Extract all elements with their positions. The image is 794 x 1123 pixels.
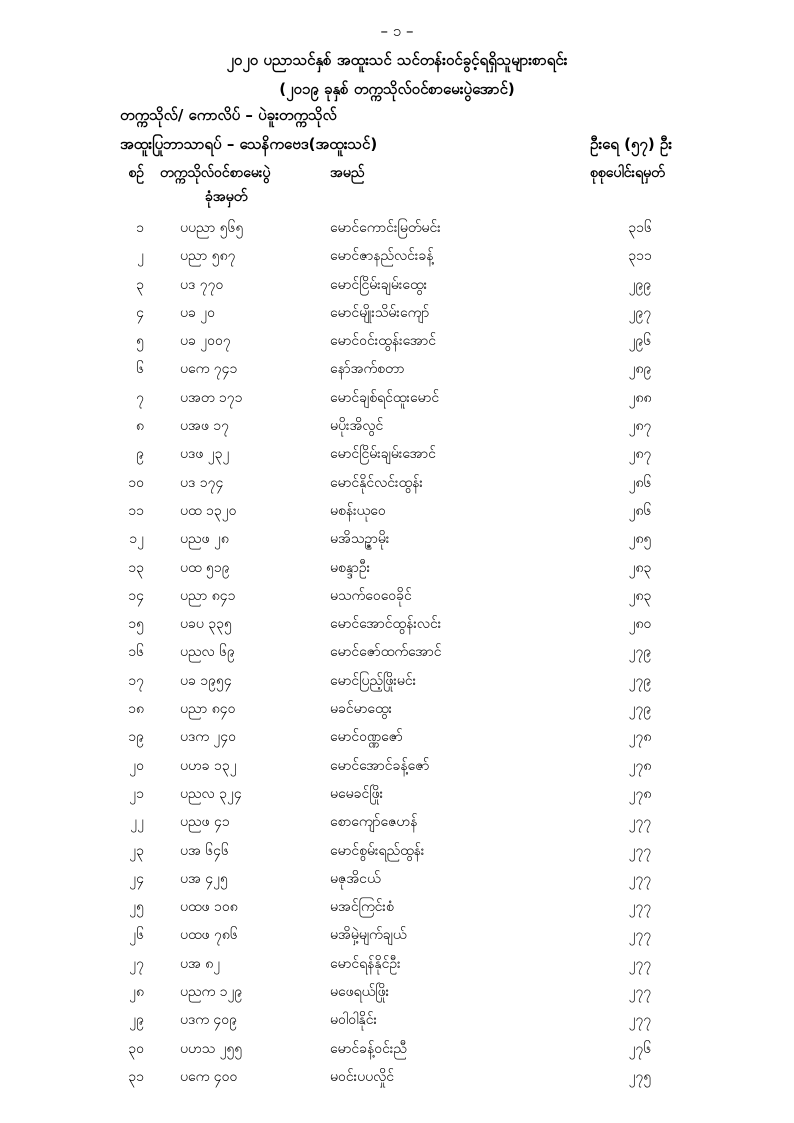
row-name: မောင်နိုင်လင်းထွန်း	[330, 474, 423, 491]
row-marks: ၂၇၈	[628, 785, 652, 802]
row-marks: ၂၇၈	[628, 757, 652, 774]
table-row	[0, 978, 794, 1006]
row-number: ၂၈	[129, 984, 144, 1001]
row-name: စောကျော်ဇေဟန်	[330, 814, 418, 831]
row-name: မောင်ငြိမ်းချမ်းထွေး	[330, 276, 428, 293]
table-row	[0, 1006, 794, 1034]
row-name: မောင်ဇာနည်လင်းခန့်	[330, 248, 434, 265]
row-marks: ၂၈၀	[628, 616, 652, 633]
row-number: ၂၆	[129, 927, 144, 944]
row-marks: ၂၇၇	[628, 899, 652, 916]
row-number: ၅	[136, 333, 144, 350]
row-number: ၁၃	[128, 559, 144, 576]
row-marks: ၂၈၆	[628, 474, 652, 491]
row-name: မအိမှဲ့မျက်ချယ်	[330, 927, 407, 944]
row-roll-number: ပဒက ၂၄၀	[180, 729, 237, 746]
row-marks: ၂၈၇	[628, 446, 652, 463]
university-label: တက္ကသိုလ်/ ကောလိပ် – ပဲခူးတက္ကသိုလ်	[120, 106, 337, 124]
row-number: ၁၆	[128, 644, 144, 661]
table-row	[0, 893, 794, 921]
table-row	[0, 355, 794, 383]
row-number: ၂၃	[129, 842, 144, 859]
row-number: ၁၈	[128, 701, 144, 718]
row-name: မစန္ဒာဦး	[330, 559, 371, 576]
row-name: မောင်ကောင်းမြတ်မင်း	[330, 220, 441, 236]
row-roll-number: ပခ ၂၀	[180, 304, 216, 321]
row-marks: ၂၇၆	[628, 1040, 652, 1057]
table-row	[0, 921, 794, 949]
row-marks: ၂၇၇	[628, 1012, 652, 1029]
row-roll-number: ပညာ ၅၈၇	[180, 248, 236, 265]
row-roll-number: ပထ ၅၁၉	[180, 559, 230, 576]
row-number: ၁၅	[128, 616, 144, 633]
row-marks: ၂၈၆	[628, 502, 652, 519]
table-row	[0, 412, 794, 440]
table-row	[0, 1035, 794, 1063]
table-row	[0, 242, 794, 270]
table-row	[0, 440, 794, 468]
row-name: မောင်ချစ်ရင်ထူးမောင်	[330, 389, 440, 406]
row-number: ၂၄	[129, 870, 144, 887]
row-roll-number: ပအ ၄၂၅	[180, 870, 228, 887]
table-row	[0, 582, 794, 610]
row-roll-number: ပညဖ ၄၁	[180, 814, 230, 831]
row-name: မသက်ဝေဝေခိုင်	[330, 587, 412, 604]
header-roll: တက္ကသိုလ်ဝင်စာမေးပွဲ	[160, 165, 271, 181]
row-name: မဝါဝါနိုင်း	[330, 1012, 378, 1029]
table-row	[0, 695, 794, 723]
row-marks: ၂၈၉	[628, 361, 652, 378]
row-number: ၁၂	[129, 531, 144, 548]
row-number: ၁၉	[128, 729, 144, 746]
row-number: ၉	[136, 446, 144, 463]
row-name: မောင်ဝဏ္ဏဇော်	[330, 729, 403, 746]
row-name: မအင်ကြင်းစံ	[330, 899, 394, 916]
row-roll-number: ပဒဖ ၂၃၂	[180, 446, 230, 463]
table-row	[0, 610, 794, 638]
row-name: မခင်မာထွေး	[330, 701, 393, 718]
row-roll-number: ပထဖ ၇၈၆	[180, 927, 238, 944]
row-marks: ၂၉၆	[628, 333, 652, 350]
row-name: မမေခင်ဖြိုး	[330, 785, 384, 802]
row-name: မပိုးအိလွင်	[330, 418, 384, 435]
row-roll-number: ပအတ ၁၇၁	[180, 389, 243, 406]
row-marks: ၂၇၇	[628, 927, 652, 944]
page-number: – ၁ –	[380, 22, 414, 40]
row-roll-number: ပအ ၆၄၆	[180, 842, 229, 859]
table-row	[0, 950, 794, 978]
document-title: ၂၀၂၀ ပညာသင်နှစ် အထူးသင် သင်တန်းဝင်ခွင့်ရရှိသူများစာရင်း	[226, 51, 568, 69]
row-roll-number: ပဟသ ၂၅၅	[180, 1040, 243, 1057]
header-roll-line2: ခုံအမှတ်	[205, 189, 248, 205]
row-name: မစန်းယုဝေ	[330, 502, 386, 519]
row-number: ၁	[136, 220, 144, 236]
row-number: ၁၇	[128, 672, 144, 689]
row-roll-number: ပညက ၁၂၉	[180, 984, 243, 1001]
row-roll-number: ပအ ၈၂	[180, 955, 221, 972]
row-number: ၂၅	[129, 899, 144, 916]
row-number: ၂၀	[129, 757, 144, 774]
table-row	[0, 469, 794, 497]
row-name: မောင်အောင်ခန့်ဇော်	[330, 757, 430, 774]
row-name: မောင်ရန်နိုင်ဦး	[330, 955, 401, 972]
row-marks: ၂၇၇	[628, 955, 652, 972]
row-number: ၈	[136, 418, 144, 435]
row-roll-number: ပဟခ ၁၃၂	[180, 757, 237, 774]
row-number: ၃၀	[128, 1040, 144, 1057]
row-name: မဖေရယ်ဖြိုး	[330, 984, 390, 1001]
row-roll-number: ပညလ ၆၉	[180, 644, 235, 661]
row-roll-number: ပညာ ၈၄၁	[180, 587, 236, 604]
row-roll-number: ပကေ ၇၄၁	[180, 361, 238, 378]
table-row	[0, 865, 794, 893]
row-marks: ၂၈၅	[628, 531, 652, 548]
total-count: ဦးရေ (၅၇) ဦး	[590, 135, 673, 153]
row-marks: ၃၁၁	[628, 248, 652, 265]
row-name: မအိသဥ္ဇာမိုး	[330, 531, 390, 548]
row-roll-number: ပခပ ၃၃၅	[180, 616, 232, 633]
row-roll-number: ပခ ၁၉၅၄	[180, 672, 232, 689]
row-number: ၂၉	[129, 1012, 144, 1029]
row-number: ၆	[136, 361, 144, 378]
row-roll-number: ပပညာ ၅၆၅	[180, 220, 244, 236]
table-row	[0, 327, 794, 355]
row-marks: ၂၇၉	[628, 672, 652, 689]
row-number: ၂၇	[129, 955, 144, 972]
table-row	[0, 497, 794, 525]
table-row	[0, 752, 794, 780]
row-roll-number: ပဒ ၁၇၄	[180, 474, 224, 491]
row-name: မဇုအိငယ်	[330, 870, 381, 887]
row-roll-number: ပဒ ၇၇၀	[180, 276, 224, 293]
header-no: စဉ်	[128, 165, 144, 181]
row-marks: ၂၇၇	[628, 842, 652, 859]
row-marks: ၂၇၉	[628, 701, 652, 718]
row-name: မောင်ပြည့်ဖြိုးမင်း	[330, 672, 417, 689]
row-marks: ၂၈၃	[628, 559, 652, 576]
row-roll-number: ပထဖ ၁၀၈	[180, 899, 238, 916]
table-row	[0, 525, 794, 553]
table-row	[0, 638, 794, 666]
row-marks: ၂၇၇	[628, 984, 652, 1001]
row-roll-number: ပညဖ ၂၈	[180, 531, 229, 548]
row-marks: ၂၈၇	[628, 418, 652, 435]
row-roll-number: ပထ ၁၃၂၀	[180, 502, 237, 519]
document-subtitle: (၂၀၁၉ ခုနှစ် တက္ကသိုလ်ဝင်စာမေးပွဲအောင်)	[279, 80, 515, 98]
row-number: ၂၂	[130, 814, 144, 831]
row-name: မောင်ငြိမ်းချမ်းအောင်	[330, 446, 436, 463]
row-marks: ၂၈၈	[628, 389, 652, 406]
row-roll-number: ပဒက ၄၀၉	[180, 1012, 238, 1029]
row-roll-number: ပညာ ၈၄၀	[180, 701, 236, 718]
table-row	[0, 837, 794, 865]
row-number: ၄	[136, 304, 144, 321]
row-name: မောင်ခန့်ဝင်းညီ	[330, 1040, 407, 1057]
header-name: အမည်	[330, 165, 365, 181]
row-number: ၁၁	[128, 502, 144, 519]
row-marks: ၂၇၉	[628, 644, 652, 661]
results-table	[0, 214, 794, 1091]
row-marks: ၂၇၈	[628, 729, 652, 746]
row-name: နော်အက်စတာ	[330, 361, 405, 378]
row-roll-number: ပအဖ ၁၇	[180, 418, 230, 435]
header-marks: စုစုပေါင်းရမှတ်	[590, 165, 665, 181]
row-marks: ၂၉၇	[628, 304, 652, 321]
table-row	[0, 384, 794, 412]
row-number: ၃၁	[128, 1068, 144, 1085]
row-marks: ၂၇၇	[628, 870, 652, 887]
table-row	[0, 1063, 794, 1091]
row-name: မဝင်းပပလှိုင်	[330, 1068, 395, 1085]
row-roll-number: ပခ ၂၀၀၇	[180, 333, 231, 350]
table-row	[0, 299, 794, 327]
row-marks: ၂၇၅	[628, 1068, 652, 1085]
row-number: ၇	[136, 389, 144, 406]
row-roll-number: ပကေ ၄၀၀	[180, 1068, 238, 1085]
table-row	[0, 723, 794, 751]
row-marks: ၂၇၇	[628, 814, 652, 831]
table-row	[0, 554, 794, 582]
table-row	[0, 780, 794, 808]
row-number: ၁၀	[128, 474, 144, 491]
row-name: မောင်စွမ်းရည်ထွန်း	[330, 842, 425, 859]
row-number: ၃	[136, 276, 144, 293]
table-row	[0, 808, 794, 836]
row-number: ၂၁	[129, 785, 144, 802]
table-row	[0, 667, 794, 695]
row-roll-number: ပညလ ၃၂၄	[180, 785, 242, 802]
major-label: အထူးပြုဘာသာရပ် – သေနိကဗေဒ(အထူးသင်)	[120, 135, 378, 153]
row-marks: ၃၁၆	[628, 220, 652, 236]
table-row	[0, 214, 794, 242]
row-marks: ၂၈၃	[628, 587, 652, 604]
row-number: ၁၄	[128, 587, 144, 604]
row-number: ၂	[137, 248, 144, 265]
row-name: မောင်ဇော်ထက်အောင်	[330, 644, 442, 661]
row-marks: ၂၉၉	[628, 276, 652, 293]
row-name: မောင်အောင်ထွန်းလင်း	[330, 616, 442, 633]
row-name: မောင်ဝင်းထွန်းအောင်	[330, 333, 437, 350]
table-row	[0, 271, 794, 299]
row-name: မောင်မျိုးသိမ်းကျော်	[330, 304, 430, 321]
